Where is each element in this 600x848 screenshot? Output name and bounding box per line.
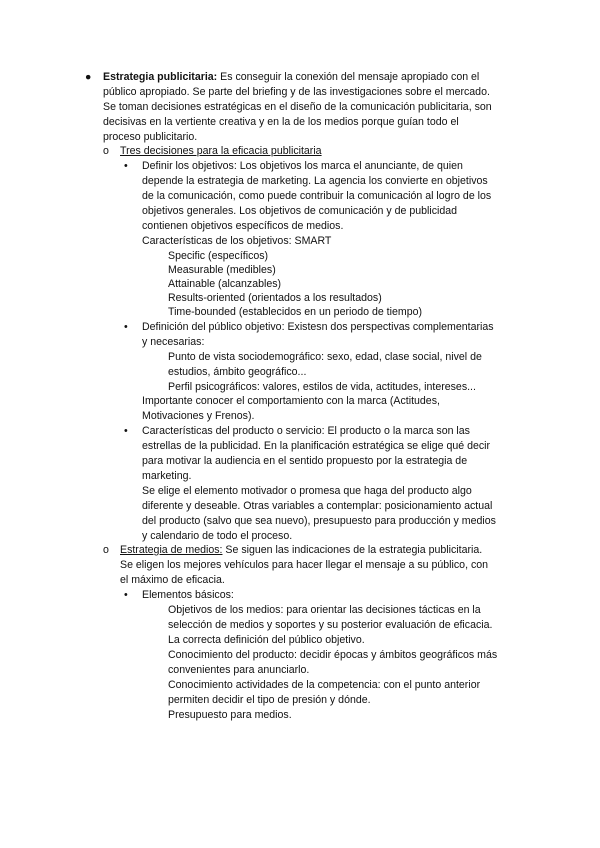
intro-line: proceso publicitario.	[103, 131, 198, 143]
section1-item1-smart-heading: Características de los objetivos: SMART	[142, 235, 332, 247]
section1-item3-line: marketing.	[142, 470, 192, 482]
section1-item3-line: diferente y deseable. Otras variables a contemplar: posicionamiento actual	[142, 500, 493, 512]
section1-item2-line: y necesarias:	[142, 336, 205, 348]
section1-marker: o	[103, 145, 109, 157]
intro-first-line-rest: Es conseguir la conexión del mensaje apropiado con el	[217, 71, 480, 83]
section1-item1-line: de la comunicación, como puede contribuir la comunicación al logro de los	[142, 190, 492, 202]
section2-item1-bullet: •	[124, 589, 128, 601]
section1-item3-line: Se elige el elemento motivador o promesa que haga del producto algo	[142, 485, 472, 497]
smart-item: Attainable (alcanzables)	[168, 278, 282, 290]
section2-line: el máximo de eficacia.	[120, 574, 225, 586]
section2-item1-sub: Conocimiento del producto: decidir épocas y ámbitos geográficos más	[168, 649, 498, 661]
section1-item1-bullet: •	[124, 160, 128, 172]
section1-item3-line: y calendario de todo el proceso.	[142, 530, 293, 542]
section1-title: Tres decisiones para la eficacia publicitaria	[120, 145, 322, 157]
intro-term: Estrategia publicitaria:	[103, 71, 218, 83]
section2-item1-sub: Conocimiento actividades de la competencia: con el punto anterior	[168, 679, 481, 691]
section2-item1-sub: permiten decidir el tipo de presión y dónde.	[168, 694, 371, 706]
section1-item3-line: Características del producto o servicio: El producto o la marca son las	[142, 425, 470, 437]
section1-item2-after: Motivaciones y Frenos).	[142, 410, 255, 422]
section1-item2-bullet: •	[124, 321, 128, 333]
intro-first-line	[103, 70, 479, 84]
section2-item1-sub: Presupuesto para medios.	[168, 709, 292, 721]
section2-line: Se eligen los mejores vehículos para hacer llegar el mensaje a su público, con	[120, 559, 489, 571]
section1-item2-after: Importante conocer el comportamiento con la marca (Actitudes,	[142, 395, 440, 407]
section2-title: Estrategia de medios:	[120, 544, 223, 556]
section1-item1-line: contienen objetivos específicos de medios.	[142, 220, 344, 232]
section1-item3-line: del producto (salvo que sea nuevo), presupuesto para producción y medios	[142, 515, 496, 527]
smart-item: Time-bounded (establecidos en un periodo de tiempo)	[168, 306, 423, 318]
smart-item: Results-oriented (orientados a los resultados)	[168, 292, 382, 304]
section1-item1-line: depende la estrategia de marketing. La agencia los convierte en objetivos	[142, 175, 488, 187]
section2-item1-sub: Objetivos de los medios: para orientar las decisiones tácticas en la	[168, 604, 481, 616]
section1-item1-line: objetivos generales. Los objetivos de comunicación y de publicidad	[142, 205, 458, 217]
section2-item1-label: Elementos básicos:	[142, 589, 234, 601]
section1-item1-line: Definir los objetivos: Los objetivos los marca el anunciante, de quien	[142, 160, 463, 172]
section1-item2-sub: Perfil psicográficos: valores, estilos de vida, actitudes, intereses...	[168, 381, 476, 393]
section1-item3-bullet: •	[124, 425, 128, 437]
intro-line: decisivas en la vertiente creativa y en la de los medios porque guían todo el	[103, 116, 459, 128]
section2-item1-sub: La correcta definición del público objetivo.	[168, 634, 365, 646]
intro-line: Se toman decisiones estratégicas en el diseño de la comunicación publicitaria, son	[103, 101, 492, 113]
section2-item1-sub: selección de medios y soportes y su posterior evaluación de eficacia.	[168, 619, 493, 631]
section1-item3-line: para motivar la audiencia en el sentido propuesto por la estrategia de	[142, 455, 468, 467]
section1-item2-line: Definición del público objetivo: Existesn dos perspectivas complementarias	[142, 321, 494, 333]
smart-item: Specific (específicos)	[168, 250, 269, 262]
section1-item2-sub: Punto de vista sociodemográfico: sexo, edad, clase social, nivel de	[168, 351, 482, 363]
section2-item1-sub: convenientes para anunciarlo.	[168, 664, 310, 676]
section2-first-line-rest: Se siguen las indicaciones de la estrategia publicitaria.	[222, 544, 483, 556]
intro-bullet: ●	[85, 71, 92, 83]
smart-item: Measurable (medibles)	[168, 264, 276, 276]
section1-item3-line: estrellas de la publicidad. En la planificación estratégica se elige qué decir	[142, 440, 491, 452]
section2-marker: o	[103, 544, 109, 556]
section1-item2-sub: estudios, ámbito geográfico...	[168, 366, 307, 378]
intro-line: público apropiado. Se parte del briefing y de las investigaciones sobre el mercado.	[103, 86, 490, 98]
section2-first-line	[120, 543, 482, 557]
